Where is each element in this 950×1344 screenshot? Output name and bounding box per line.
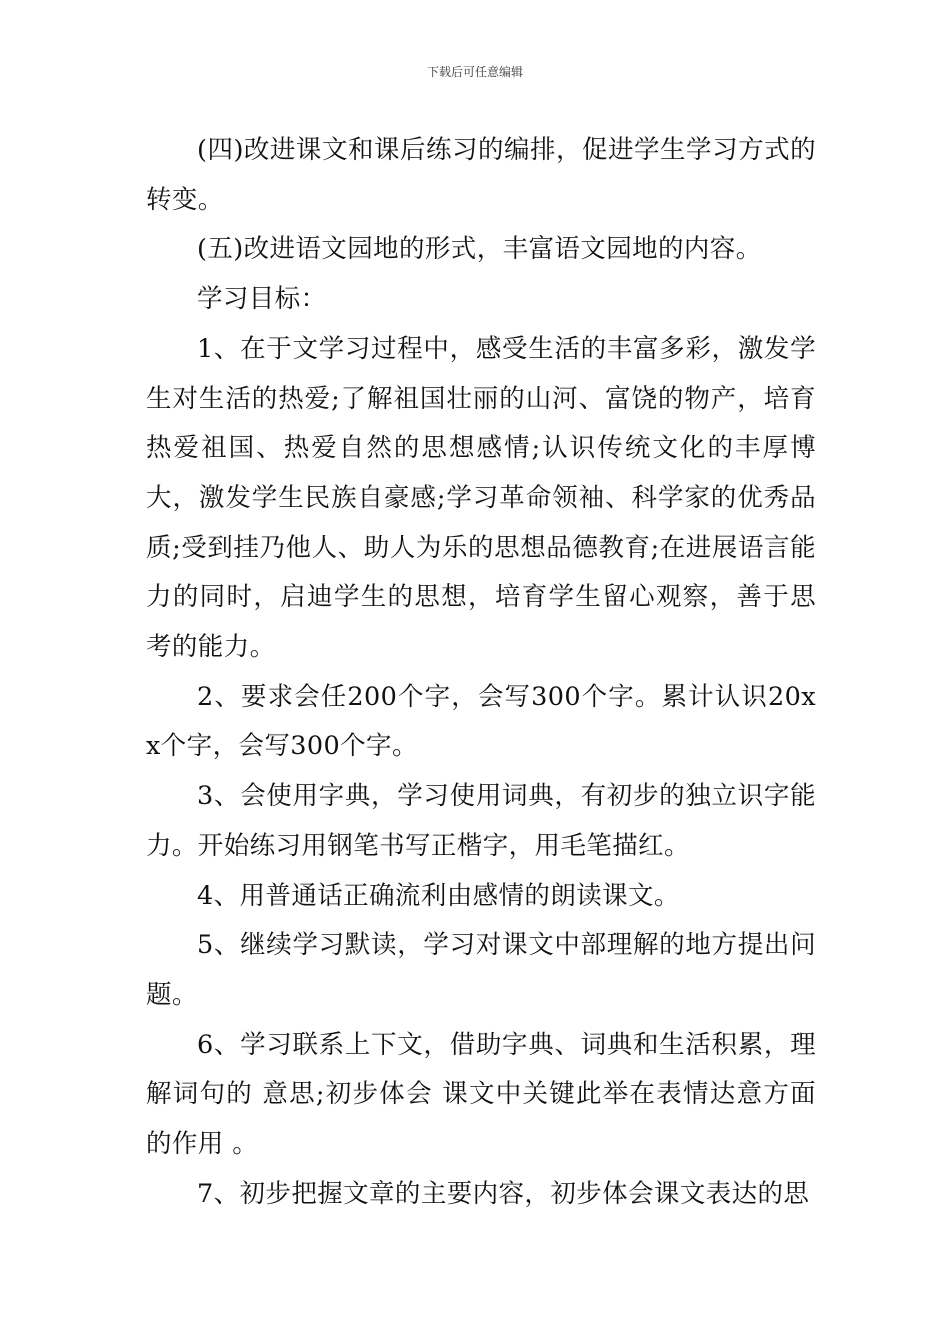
- goal-item-3: 3、会使用字典，学习使用词典，有初步的独立识字能力。开始练习用钢笔书写正楷字，用毛笔描红。: [146, 781, 816, 861]
- paragraph-section-4: (四)改进课文和课后练习的编排，促进学生学习方式的转变。: [146, 135, 816, 215]
- learning-goals-heading: 学习目标：: [197, 284, 327, 315]
- goal-item-7: 7、初步把握文章的主要内容，初步体会课文表达的思: [197, 1178, 810, 1209]
- goal-item-4: 4、用普通话正确流利由感情的朗读课文。: [197, 880, 680, 911]
- goal-item-1: 1、在于文学习过程中，感受生活的丰富多彩，激发学生对生活的热爱;了解祖国壮丽的山河、富饶的物产，培育热爱祖国、热爱自然的思想感情;认识传统文化的丰厚博大，激发学生民族自豪感;学习革命领袖、科学家的优秀品质;受到挂乃他人、助人为乐的思想品德教育;在进展语言能力的同时，启迪学生的思想，培育学生留心观察，善于思考的能力。: [146, 333, 816, 663]
- goal-item-6: 6、学习联系上下文，借助字典、词典和生活积累，理解词句的 意思;初步体会 课文中关键此举在表情达意方面的作用 。: [146, 1029, 816, 1160]
- paragraph-section-5: (五)改进语文园地的形式，丰富语文园地的内容。: [197, 234, 762, 265]
- goal-item-2: 2、要求会任200个字，会写300个字。累计认识20xx个字，会写300个字。: [146, 681, 816, 762]
- document-body: [146, 126, 816, 1219]
- page-header-note: 下载后可任意编辑: [426, 65, 523, 79]
- goal-item-5: 5、继续学习默读，学习对课文中部理解的地方提出问题。: [146, 930, 816, 1010]
